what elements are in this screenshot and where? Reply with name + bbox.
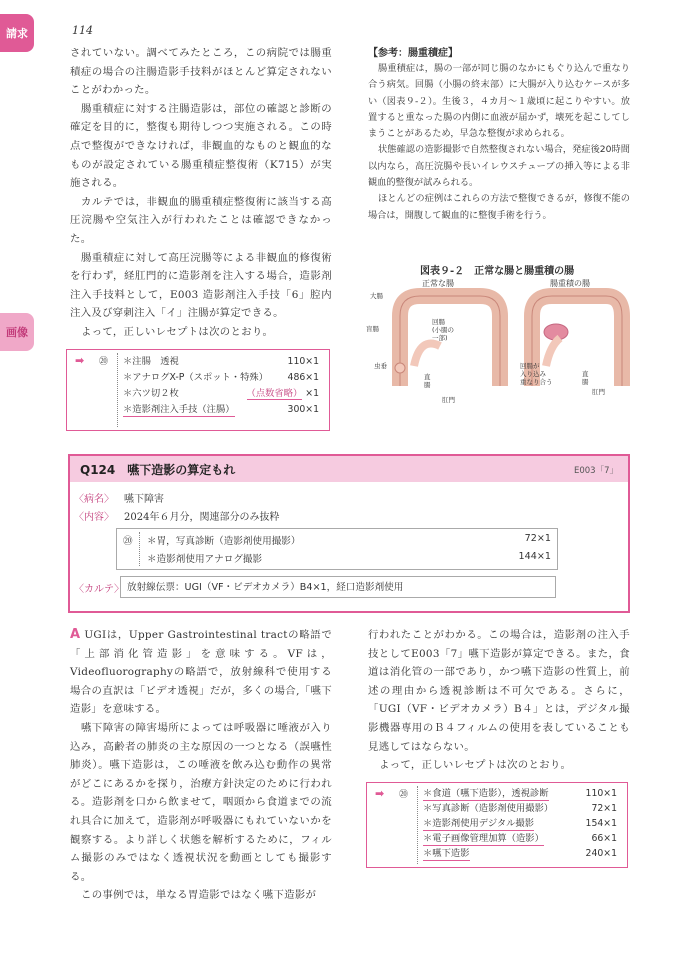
karte-label: 〈カルテ〉 (74, 584, 124, 595)
receipt-line: ＊食道（嚥下造影），透視診断 110×1 (423, 788, 617, 799)
paragraph: よって，正しいレセプトは次のとおり。 (81, 325, 274, 338)
reference-paragraph: 腸重積症は，腸の一部が同じ腸のなかにもぐり込んで重なり合う病気。回腸（小腸の終末部）に大腸が入り込むケースが多い（図表９-２）。生後３，４カ月～１歳頃に起こりやすい。放置すると重なった腸の内側に血液が届かず，壊死を起こしてしまうことがあるため，早急な整復が求められる。 (368, 63, 630, 140)
paragraph: されていない。調べてみたところ，この病院では腸重積症の場合の注腸造影手技料がほとんど算定されないことがわかった。 (70, 47, 332, 97)
label-chusui: 虫垂 (374, 362, 387, 370)
figure-title: 図表９-２ 正常な腸と腸重積の腸 (420, 266, 575, 277)
question-receipt-box (116, 528, 558, 570)
disease-label: 〈病名〉 (74, 494, 114, 505)
answer-mark: A (70, 627, 81, 642)
karte-box (120, 576, 556, 598)
left-column-text (70, 44, 332, 342)
receipt-line: ＊注腸 透視 110×1 (123, 356, 319, 367)
divider (117, 353, 118, 427)
receipt-code-number: ⑳ (99, 357, 109, 367)
answer-right-column (368, 626, 630, 775)
paragraph: カルテでは，非観血的腸重積症整復術に該当する高圧浣腸や空気注入が行われたことは確認できなかった。 (70, 195, 332, 245)
large-intestine-normal (400, 296, 500, 386)
question-code: E003「7」 (573, 466, 618, 476)
arrow-icon: ➡ (375, 787, 385, 800)
receipt-box (366, 782, 628, 868)
receipt-line: ＊造影剤使用アナログ撮影 144×1 (147, 551, 551, 565)
label-kaicho2: 回腸が入り込み重なり合う (520, 362, 553, 386)
receipt-line: ＊造影剤注入手技（注腸） 300×1 (123, 404, 319, 415)
divider (139, 532, 140, 566)
paragraph: 嚥下障害の障害場所によっては呼吸器に唾液が入り込み，高齢者の肺炎の主な原因の一つとなる（誤嚥性肺炎）。嚥下造影は，この唾液を飲み込む動作の異常がどこにあるかを探り，治療方針決定のために行われる。造影剤を口から飲ませて，咽頭から食道までの流れ具合に加えて，造影剤が呼吸器にもれていないかを観察する。より詳しく状態を解析するために，フィルム撮影のみではなく透視状況を動画としても撮影する。 (70, 721, 332, 883)
divider (417, 786, 418, 864)
content-value: 2024年６月分，関連部分のみ抜粋 (124, 512, 280, 523)
ileum-normal (414, 344, 440, 367)
content-label: 〈内容〉 (74, 512, 114, 523)
paragraph: この事例では，単なる胃造影ではなく嚥下造影が (81, 889, 317, 902)
label-chokucho2: 直腸 (582, 370, 589, 386)
label-komon1: 肛門 (442, 396, 455, 404)
karte-value: 放射線伝票：UGI（VF・ビデオカメラ）B4×1，経口造影剤使用 (127, 582, 404, 593)
tab-seikyu[interactable]: 請求 (0, 14, 34, 52)
label-kaicho: 回腸(小腸の一部) (432, 318, 455, 342)
label-daicho: 大腸 (370, 292, 383, 300)
paragraph: 行われたことがわかる。この場合は，造影剤の注入手技としてE003「7」嚥下造影が算定できる。また，食道は消化管の一部であり，かつ嚥下造影の性質上，前述の理由から透視診断は不可欠である。さらに，「UGI（VF・ビデオカメラ）B４」とは，デジタル撮影機器専用のＢ４フィルムの使用を表していることも見逃してはならない。 (368, 629, 630, 753)
cecum (395, 363, 405, 373)
reference-section (368, 44, 630, 224)
question-header (70, 456, 628, 482)
paragraph: よって，正しいレセプトは次のとおり。 (379, 759, 572, 772)
receipt-line: ＊電子画像管理加算（造影） 66×1 (423, 833, 617, 844)
page-number: 114 (72, 24, 93, 37)
receipt-box (66, 349, 330, 431)
normal-intestine-label: 正常な腸 (422, 279, 454, 288)
reference-title: 【参考：腸重積症】 (368, 48, 458, 59)
disease-value: 嚥下障害 (124, 494, 164, 505)
paragraph: 腸重積症に対する注腸造影は，部位の確認と診断の確定を目的に，整復も期待しつつ実施される。この時点で整復ができなければ，非観血的なものと観血的なものが設定されている腸重積症整復術（K715）が実施される。 (70, 102, 332, 190)
receipt-line: ＊胃，写真診断（造影剤使用撮影） 72×1 (147, 533, 551, 547)
receipt-line: ＊嚥下造影 240×1 (423, 848, 617, 859)
question-title: Q124 嚥下造影の算定もれ (80, 463, 236, 477)
answer-left-column (70, 626, 332, 905)
intestine-illustration (360, 276, 630, 406)
receipt-line: ＊写真診断（造影剤使用撮影） 72×1 (423, 803, 617, 814)
label-chokucho1: 直腸 (424, 373, 431, 389)
large-intestine-outline (400, 296, 500, 386)
reference-paragraph: 状態確認の造影撮影で自然整復されない場合，発症後20時間以内なら，高圧浣腸や長いイレウスチューブの挿入等による非観血的整復が試みられる。 (368, 144, 630, 189)
label-mocho: 盲腸 (366, 325, 379, 333)
arrow-icon: ➡ (75, 354, 85, 367)
receipt-code-number: ⑳ (399, 790, 409, 800)
tab-gazo[interactable]: 画像 (0, 313, 34, 351)
label-komon2: 肛門 (592, 388, 605, 396)
receipt-code-number: ⑳ (123, 536, 133, 547)
question-box (68, 454, 630, 613)
receipt-line: ＊アナログX-P（スポット・特殊） 486×1 (123, 372, 319, 383)
intussusception-label: 腸重積の腸 (550, 279, 590, 288)
reference-paragraph: ほとんどの症例はこれらの方法で整復できるが，修復不能の場合は，開腹して観血的に整復手術を行う。 (368, 193, 630, 221)
receipt-line: ＊六ツ切２枚 （点数省略） ×1 (123, 388, 319, 399)
paragraph: A UGIは，Upper Gastrointestinal tractの略語で「上部消化管造影」を意味する。VFは，Videofluorographyの略語で，放射線科で使用する場合の直訳は「ビデオ透視」だが，多くの場合,「嚥下造影」を意味する。 (70, 627, 333, 716)
ileum-intuss (546, 338, 560, 366)
receipt-line: ＊造影剤使用デジタル撮影 154×1 (423, 818, 617, 829)
paragraph: 腸重積症に対して高圧浣腸等による非観血的修復術を行わず，経肛門的に造影剤を注入する場合，造影剤注入手技料として，E003 造影剤注入手技「6」腔内注入及び穿刺注入「イ」注腸が算定できる。 (70, 251, 332, 320)
